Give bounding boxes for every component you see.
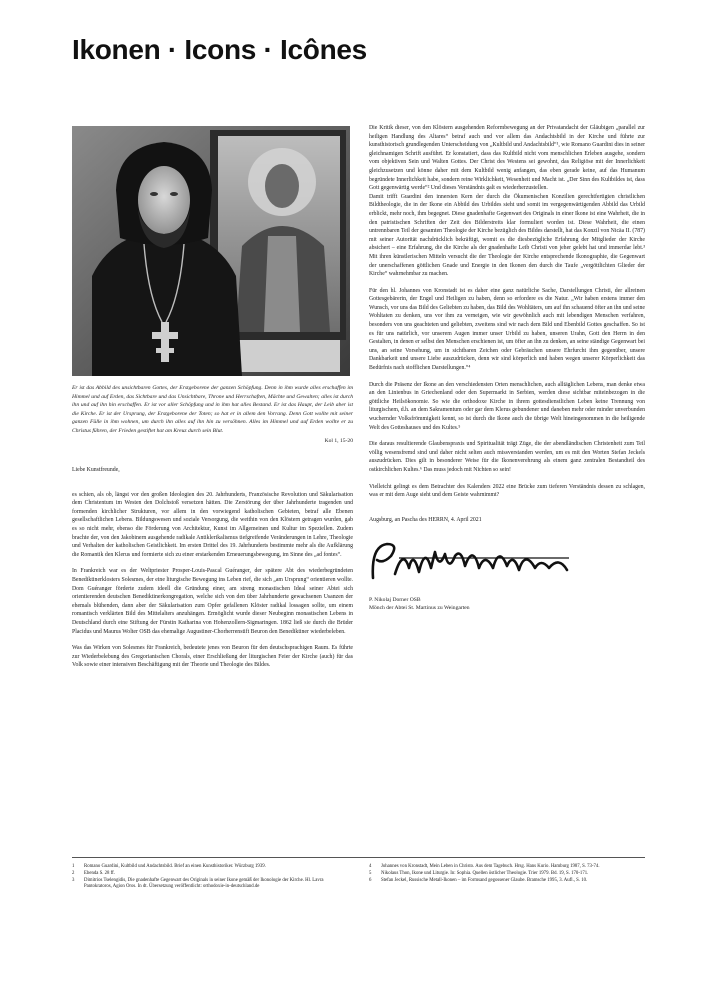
scripture-reference: Kol 1, 15-20	[324, 438, 353, 444]
right-column	[369, 124, 645, 612]
signature-graphic	[369, 538, 579, 586]
left-paragraph: In Frankreich war es der Weltpriester Prosper-Louis-Pascal Guéranger, der spätere Abt des wiederbegründeten Benediktinerklosters Solesmes, der eine liturgische Bewegung ins Leben rief, die sich „am Ursprung“ orientieren wollte. Dom Guéranger förderte zudem ideell die Gründung einer, am streng monastischen Ideal seiner Abtei sich orientierenden deutschen Benediktinerkongregation, welche sich von den über Jahrhunderte gewachsenen Usanzen der ehemals blühenden, dann aber der Säkularisation zum Opfer gefallenen Klöster radikal lossagen sollte, um einem romantisch verklärten Bild des Mittelalters anzuhängen. Ermöglicht wurde dieser Neubeginn monastischen Lebens in Deutschland durch eine Stiftung der Fürstin Katharina von Hohenzollern-Sigmaringen. 1862 ließ sie durch die Brüder Placidus und Maurus Wolter OSB das ehemalige Augustiner-Chorherrenstift Beuron den Benediktiner wiederbeleben.	[72, 568, 353, 635]
greeting: Liebe Kunstfreunde,	[72, 467, 120, 473]
right-paragraph: Durch die Präsenz der Ikone an den verschiedensten Orten menschlichen, auch alltäglichen Lebens, man denke etwa an den Linienbus in Griechenland oder den Supermarkt in Serbien, werden diese sichtbar miteinbezogen in die göttliche Heilsökonomie. So wie die orthodoxe Kirche in ihrem gottesdienstlichen Leben keine Trennung von liturgischem, d.h. an dem Sakramentum oder gar dem Klerus gebundener und daneben mehr oder minder unverbunden wuchernder Volksfrömmigkeit kennt, so ist durch die Ikone auch die übrige Welt hineingenommen in die heiligende Welt des Gotteshauses und des Kultes.⁵	[369, 381, 645, 431]
place-and-date: Augsburg, an Pascha des HERRN, 4. April 2021	[369, 516, 482, 523]
author-name: P. Nikolaj Dorner OSB	[369, 597, 421, 604]
portrait-photo	[72, 126, 350, 376]
page-title: Ikonen · Icons · Icônes	[72, 34, 367, 65]
footnotes-left	[72, 864, 352, 891]
left-paragraph: es schien, als ob, längst vor den großen Ideologien des 20. Jahrhunderts, Französische Revolution und Säkularisation dem Christentum im Westen den Dolchstoß versetzen hätten. Die Zerstörung der über Jahrhunderte tragenden und formenden kirchlicher Strukturen, vor allem in den vorwiegend katholischen Gebieten, betraf alle Ebenen gesellschaftlichen Lebens. Bildungswesen und soziale Versorgung, die weithin von den Klöstern getragen wurden, gab es so nicht mehr, ebenso die Förderung von Architektur, Kunst im Allgemeinen und Kultur im Speziellen. Zudem brachte der, von den Jakobinern ausgehende radikale Antiklerikalismus tiefgreifende Veränderungen in Lehre, Theologie und Verhalten der katholischen Geistlichkeit. Im ersten Drittel des 19. Jahrhunderts bestimmte mehr als die Aufklärung die Romantik den Klerus und formierte sich zu einer erstarkenden Erneuerungsbewegung, im Sinne des „ad fontes“.	[72, 491, 353, 558]
author-role: Mönch der Abtei St. Martinus zu Weingarten	[369, 605, 470, 612]
footnote: 4 Johannes von Kronstadt, Mein Leben in Christo. Aus dem Tagebuch. Hrsg. Hans Kurio. Hamburg 1987, S. 73-74.	[369, 864, 600, 869]
right-paragraph: Vielleicht gelingt es dem Betrachter des Kalenders 2022 eine Brücke zum tieferen Verständnis dessen zu schlagen, was er mit dem Auge sieht und dem Geiste wahrnimmt?	[369, 483, 645, 499]
author-block	[369, 596, 645, 612]
footnote: 1 Romano Guardini, Kultbild und Andachtsbild. Brief an einen Kunsthistoriker. Würzburg 1939.	[72, 864, 266, 869]
footnote-divider	[72, 857, 645, 858]
right-paragraph: Für den hl. Johannes von Kronstadt ist es daher eine ganz natürliche Sache, Darstellungen Christi, der allreinen Gottesgebärerin, der Engel und Heiligen zu haben, denn so erfordere es die Natur. „Wir haben erstens immer den Wunsch, vor uns das Bild des Geliebten zu haben, das Bild des Wohltäters, um auf ihn schauend öfter an ihn und seine Wohltaten zu denken, uns vor ihm zu verneigen, wie wir gewöhnlich auch mit lebendigen Menschen verfahren, besonders von uns geachteten und geliebten, zweitens sind wir nach dem Bild und Ebenbild Gottes geschaffen. So ist es für uns natürlich, vor unserem Augen immer unser Urbild zu haben, unseren Urahn, Gott den Herrn in den Gestalten, in denen er selbst den Menschen erschienen ist, um öfter an ihn zu denken, an seine ständige Gegenwart bei uns, an seine Vorsehung, um in sichtbaren Zeichen oder Gebräuchen unsere Ehrfurcht ihm gegenüber, unsere Dankbarkeit und unsere Liebe auszudrücken, denn wir sind körperlich und haben wegen unserer Körperlichkeit das Bedürfnis nach stofflichen Darstellungen.“⁴	[369, 287, 645, 372]
portrait-illustration	[72, 126, 350, 376]
footnote: 2 Ebenda S. 28 ff.	[72, 870, 115, 876]
right-paragraph: Die Kritik dieser, von den Klöstern ausgehenden Reformbewegung an der Privatandacht der Gläubigen „parallel zur heiligen Handlung des Altares“ betraf auch und vor allem das Andachtsbild in der Kirche und führte zur kunsthistorisch grundlegenden Unterscheidung von „Kultbild und Andachtsbild“¹, wie Romano Guardini dies in seiner gleichnamigen Schrift ausführt. Er konstatiert, dass das Kultbild nicht vom menschlichen Erleben ausgehe, sondern vom objektiven Sein und Walten Gottes. Der Christ des Westens sei gewohnt, das Religiöse mit der Innerlichkeit gleichzusetzen und könne daher mit dem Kultbild wenig anfangen, das eben gerade keine, auf das Humanum begründete Innerlichkeit habe, sondern reine Wirklichkeit, Wesenheit und Macht ist. „Der Sinn des Kultbildes ist, dass Gott gegenwärtig werde“² Und dieses Verständnis galt es wiederherzustellen.	[369, 125, 645, 192]
footnote: 3 Dimitrios Tselengidis, Die gnadenhafte Gegenwart des Originals in seiner Ikone gemäß der Ikonologie der Kirche. Hl. Lavra Pantokratoros, Agion Oros. In dt. Übersetzung veröffentlicht: orthodoxie-in-deutschland.de	[72, 877, 324, 890]
footnote: 6 Stefan Jeckel, Russische Metall-Ikonen – im Formsand gegossener Glaube. Bramsche 1995, 3. Aufl., S. 10.	[369, 877, 588, 883]
footnote: 5 Nikolaus Thon, Ikone und Liturgie. In: Sophia. Quellen östlicher Theologie. Trier 1979. Bd. 19, S. 170-171.	[369, 870, 589, 876]
footnotes-right	[369, 864, 645, 884]
scripture-quote: Er ist das Abbild des unsichtbaren Gottes, der Erstgeborene der ganzen Schöpfung. Denn in ihm wurde alles erschaffen im Himmel und auf Erden, das Sichtbare und das Unsichtbare, Throne und Herrschaften, Mächte und Gewalten; alles ist durch ihn und auf ihn hin erschaffen. Er ist vor aller Schöpfung und in ihm hat alles Bestand. Er ist das Haupt, der Leib aber ist die Kirche. Er ist der Ursprung, der Erstgeborene der Toten; so hat er in allem den Vorrang. Denn Gott wollte mit seiner ganzen Fülle in ihm wohnen, um durch ihn alles auf ihn hin zu versöhnen. Alles im Himmel und auf Erden wollte er zu Christus führen, der Frieden gestiftet hat am Kreuz durch sein Blut.	[72, 385, 353, 434]
right-paragraph: Die daraus resultierende Glaubenspraxis und Spiritualität trägt Züge, die der abendländischen Christenheit zum Teil völlig wesensfremd sind und daher nicht selten auch missverstanden werden, um es mit den Worten Stefan Jeckels auszudrücken. Dies gilt in besonderer Weise für die Ikonenverehrung als einem ganz zentralen Bestandteil des ostkirchlichen Kultes.⁶ Das muss jedoch mit Nichten so sein!	[369, 441, 645, 473]
signature	[369, 538, 645, 586]
left-paragraph: Was das Wirken von Solesmes für Frankreich, bedeutete jenes von Beuron für den deutschsprachigen Raum. Es führte zur Wiederbelebung des Gregorianischen Chorals, einer Erschließung der liturgischen Feier der Kirche (auch) für das Volk sowie einer intensiven Beschäftigung mit der Theorie und Theologie des Bildes.	[72, 645, 353, 669]
left-column	[72, 126, 353, 678]
right-paragraph: Damit trifft Guardini den innersten Kern der durch die Ökumenischen Konzilien gerechtfertigten christlichen Bildtheologie, die in der Ikone ein Abbild des Urbildes sieht und somit im vergegenwärtigenden Abbild das Urbild erblickt, mehr noch, ihm begegnet. Diese gnadenhafte Gegenwart des Originals in einer Ikone ist eine Wahrheit, die in den patristischen Schriften der Zeit des Bilderstreits klar formuliert worden ist. Diese Wahrheit, die einen untrennbaren Teil der gesamten Theologie der Kirche bezüglich des Bildes darstellt, hat das Konzil von Nicäa II. (787) mit seiner Autorität nachdrücklich bekräftigt, womit es die diesbezügliche Erfahrung der Mitglieder der Kirche absichert – eine Erfahrung, die die Kirche als der gnadenhafte Leib Christi von jeher gelebt hat und immerdar lebt.³ Mit ihren künstlerischen Mitteln versucht die der Theologie der Kirche entsprechende Ikonographie, die Gegenwart der unerschaffenen göttlichen Gnade und Energie in den Ikonen den durch die Taufe „vergöttlichten Glieder der Kirche“ wahrnehmbar zu machen.	[369, 193, 645, 278]
